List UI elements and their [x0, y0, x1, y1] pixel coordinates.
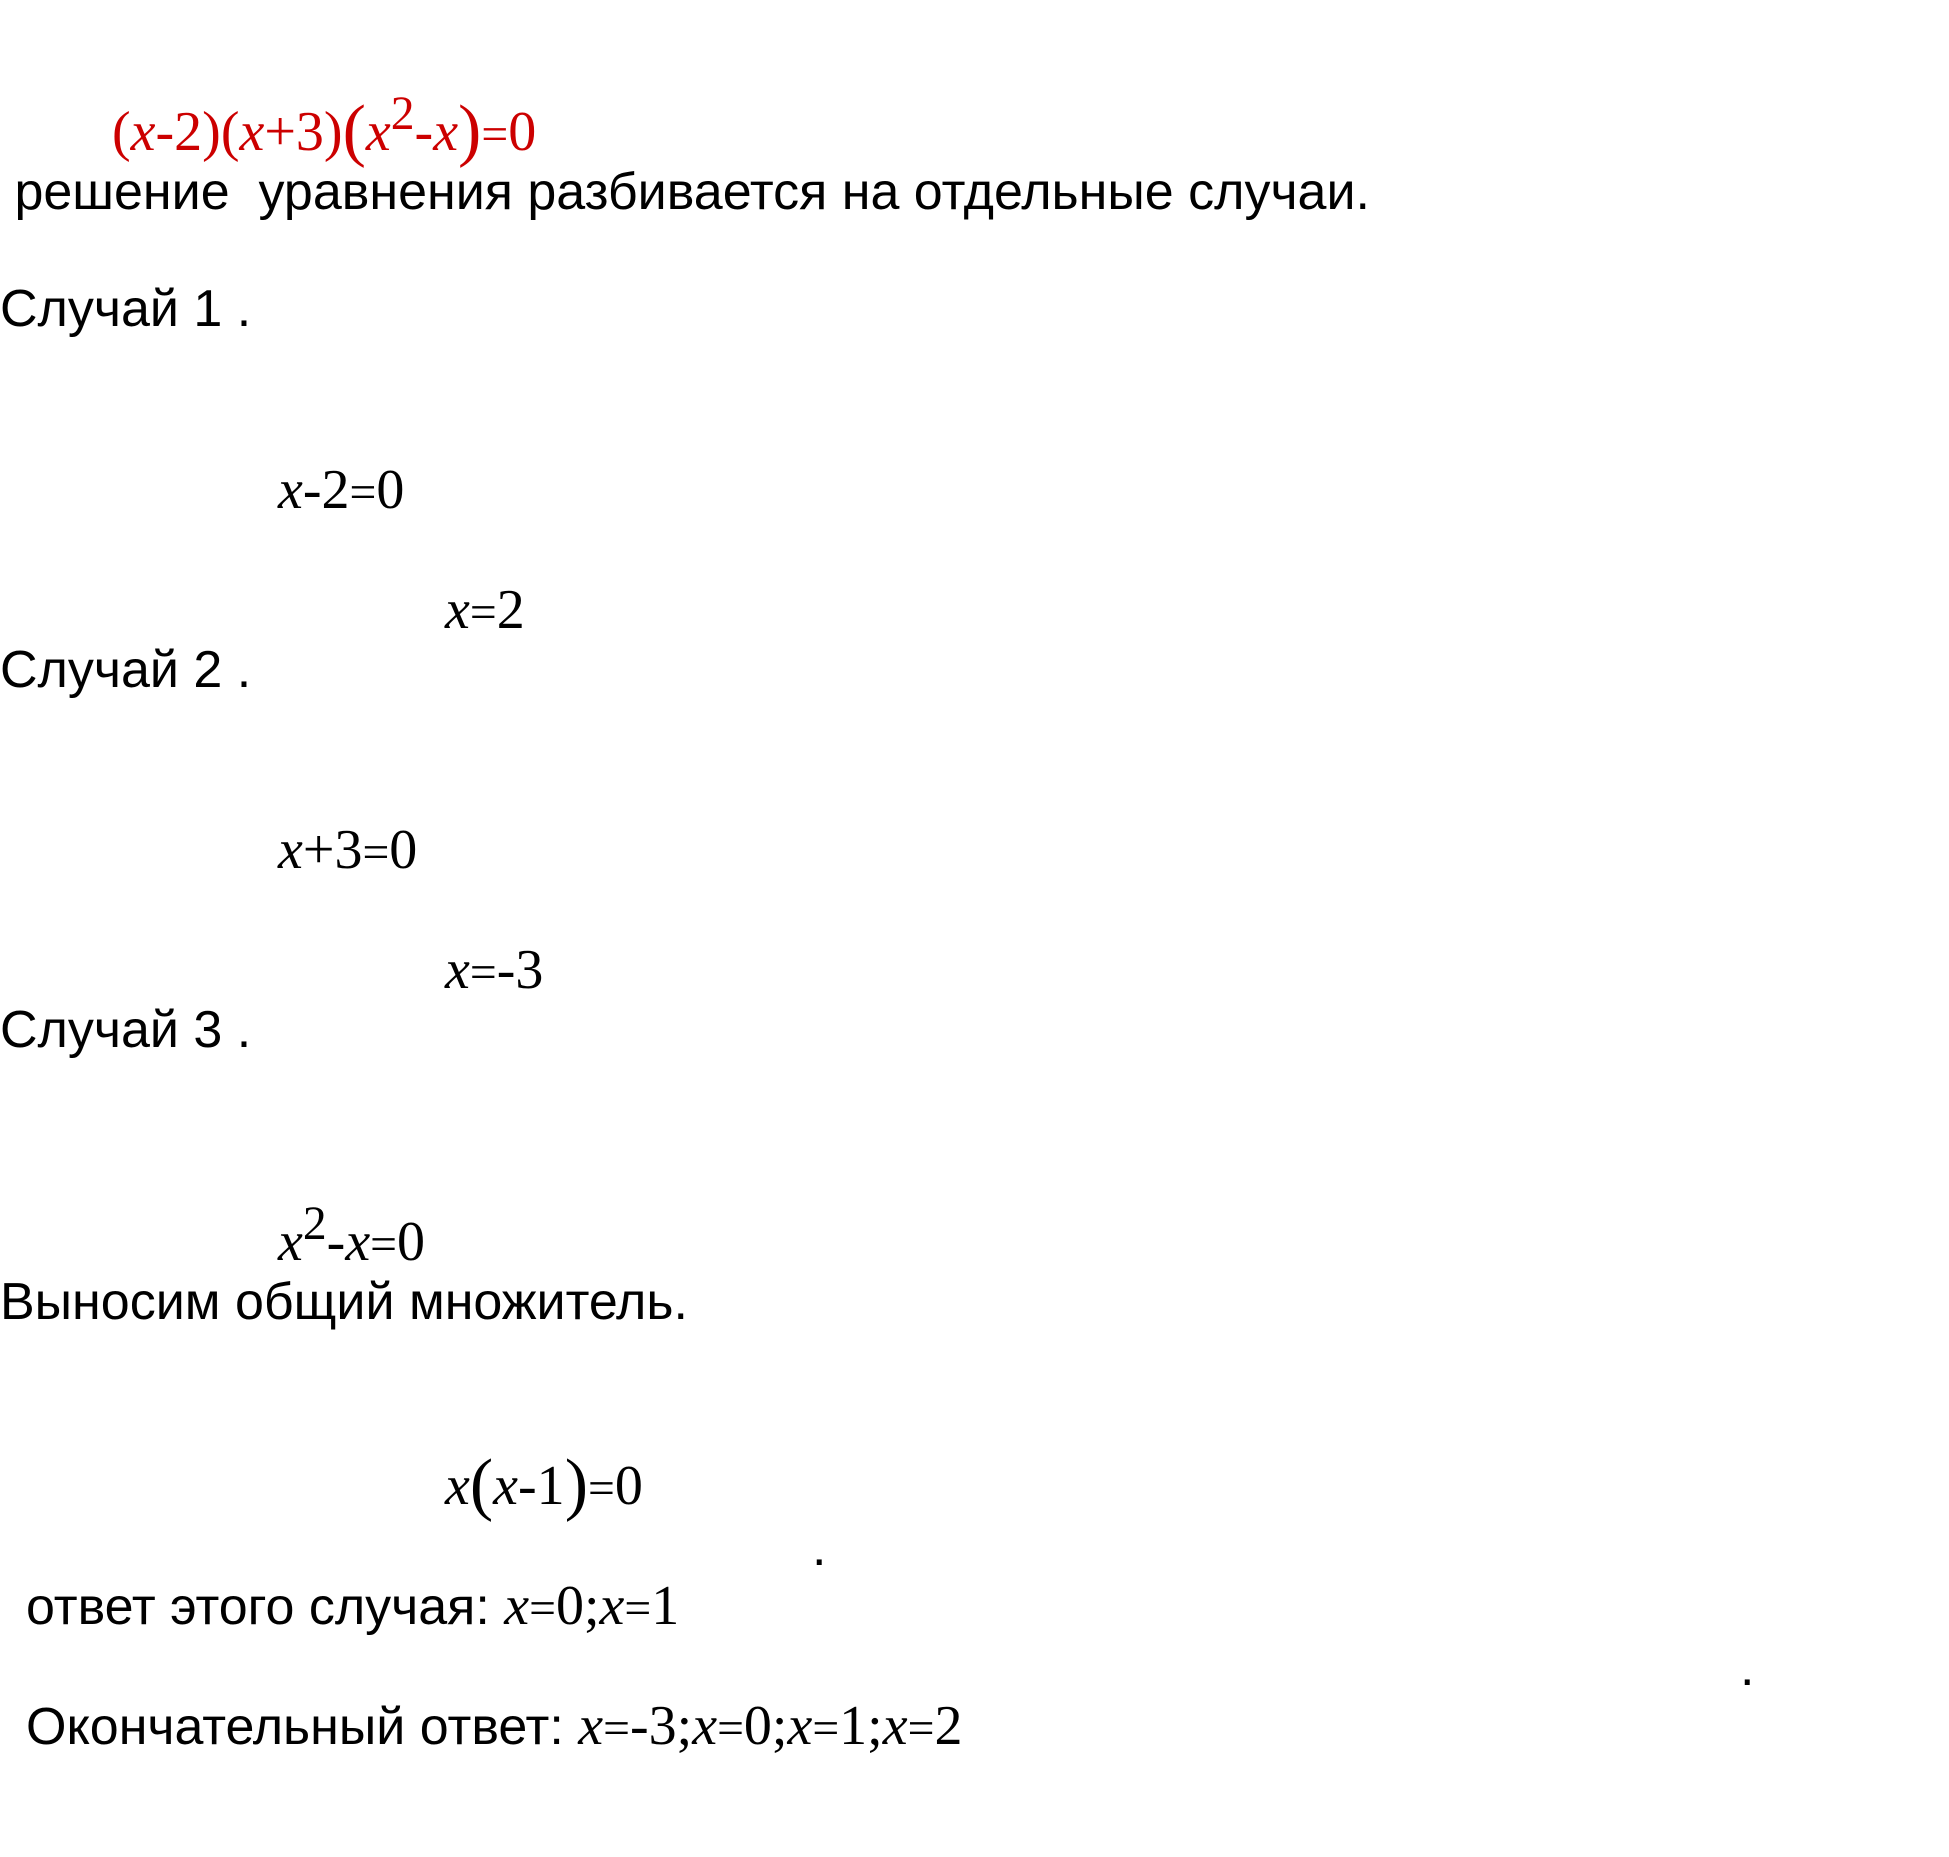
case1-equation: x-2=0	[278, 459, 405, 521]
case2-heading: Случай 2 .	[0, 641, 252, 699]
case1-solution: x=2	[445, 579, 525, 641]
final-answer: x=-3;x=0;x=1;x=2	[578, 1695, 963, 1757]
main-equation: $(x-2)(x+3)(x^2-x)=0$	[112, 87, 537, 169]
final-answer-label: Окончательный ответ:	[26, 1698, 579, 1756]
case3-answer: x=0;x=1	[504, 1575, 680, 1637]
intro-text: решение уравнения разбивается на отдельные случаи.	[0, 163, 1370, 221]
case3-answer-label: ответ этого случая:	[26, 1578, 505, 1636]
factored-equation: x(x-1)=0	[445, 1445, 643, 1523]
case3-answer-line	[0, 1516, 679, 1639]
case2-equation: x+3=0	[278, 819, 418, 881]
factor-text: Выносим общий множитель.	[0, 1273, 688, 1331]
final-answer-dot: .	[1740, 1639, 1755, 1697]
case3-equation: $x^2-x=0$	[278, 1197, 426, 1273]
final-answer-line	[0, 1636, 962, 1759]
case3-heading: Случай 3 .	[0, 1001, 252, 1059]
case1-heading: Случай 1 .	[0, 280, 252, 338]
case3-answer-dot: .	[812, 1519, 827, 1577]
case2-solution: x=-3	[445, 939, 544, 1001]
